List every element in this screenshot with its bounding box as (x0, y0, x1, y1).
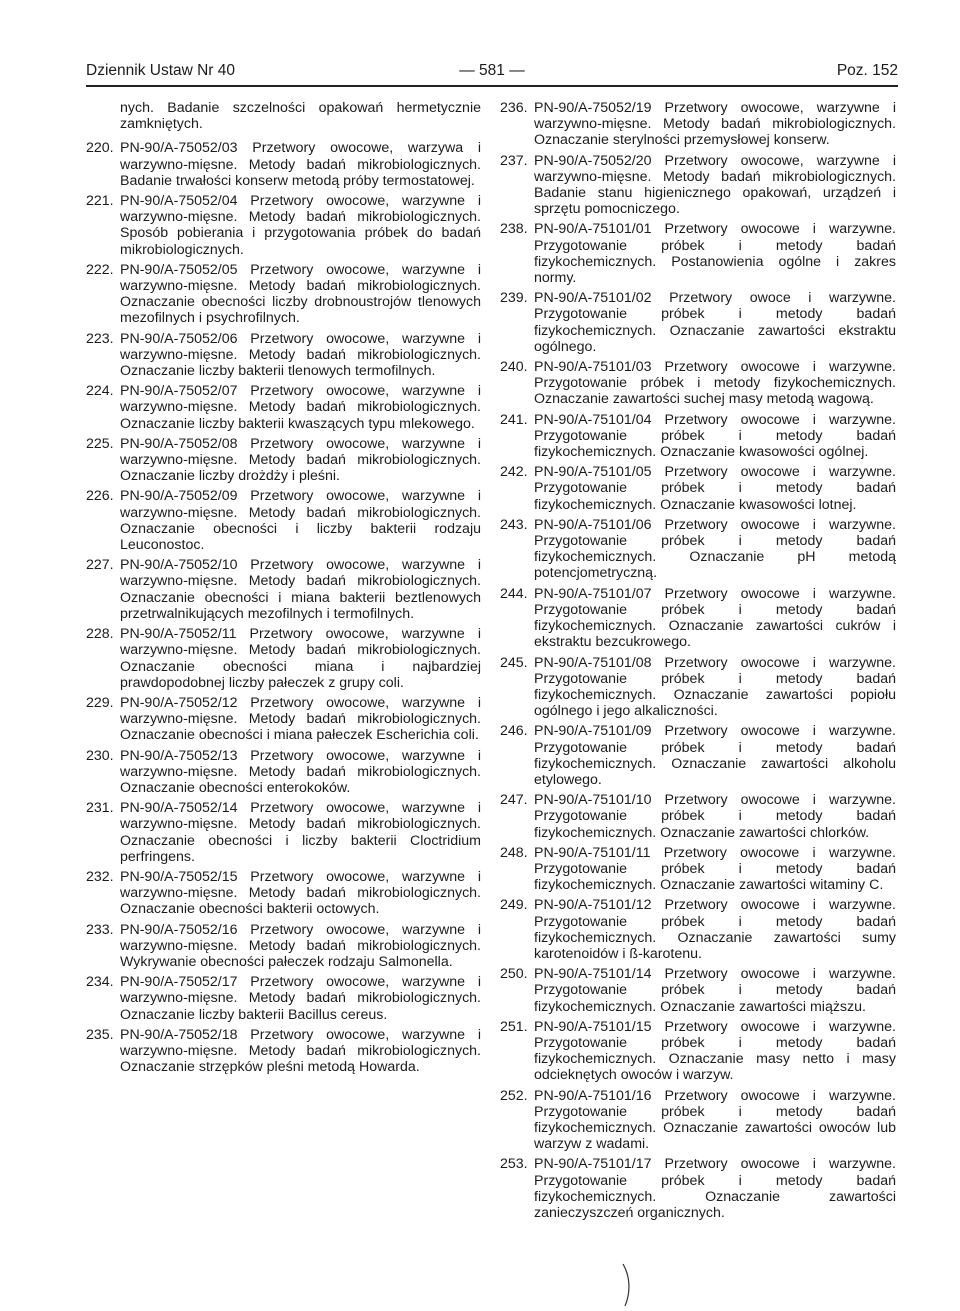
entry-text: PN-90/A-75101/17 Przetwory owocowe i warzywne. Przygotowanie próbek i metody badań fizykochemicznych. Oznaczanie zawartości zanieczyszczeń organicznych. (534, 1156, 896, 1221)
entry-text: PN-90/A-75052/20 Przetwory owocowe, warzywne i warzywno-mięsne. Metody badań mikrobiologicznych. Badanie stanu higienicznego opakowań, urządzeń i sprzętu pomocniczego. (534, 152, 896, 218)
standard-entry (86, 262, 481, 327)
entry-number: 250. (500, 966, 528, 983)
standard-entry (500, 359, 896, 408)
entry-number: 247. (500, 792, 528, 809)
entry-text: PN-90/A-75052/06 Przetwory owocowe, warzywne i warzywno-mięsne. Metody badań mikrobiologicznych. Oznaczanie liczby bakterii tlenowych termofilnych. (120, 330, 481, 380)
standard-entry (86, 331, 481, 380)
entry-number: 241. (500, 411, 528, 428)
page-header (86, 62, 898, 84)
standard-entry (86, 193, 481, 258)
entry-number: 239. (500, 290, 528, 307)
entry-number: 232. (86, 868, 114, 885)
entry-number: 243. (500, 516, 528, 533)
entry-text: PN-90/A-75101/09 Przetwory owocowe i warzywne. Przygotowanie próbek i metody badań fizykochemicznych. Oznaczanie zawartości alkoholu etylowego. (534, 723, 896, 788)
entry-text: PN-90/A-75052/05 Przetwory owocowe, warzywne i warzywno-mięsne. Metody badań mikrobiologicznych. Oznaczanie obecności liczby drobnoustrojów tlenowych mezofilnych i psychrofilnych. (120, 261, 481, 327)
entry-text: PN-90/A-75052/03 Przetwory owocowe, warzywa i warzywno-mięsne. Metody badań mikrobiologicznych. Badanie trwałości konserw metodą próby termostatowej. (120, 140, 481, 189)
entry-text: PN-90/A-75101/01 Przetwory owocowe i warzywne. Przygotowanie próbek i metody badań fizykochemicznych. Postanowienia ogólne i zakres normy. (534, 221, 896, 287)
standard-entry (86, 488, 481, 553)
entry-text: PN-90/A-75101/16 Przetwory owocowe i warzywne. Przygotowanie próbek i metody badań fizykochemicznych. Oznaczanie zawartości owoców lub warzyw z wadami. (534, 1087, 896, 1153)
entry-number: 242. (500, 464, 528, 481)
entry-text: PN-90/A-75101/05 Przetwory owocowe i warzywne. Przygotowanie próbek i metody badań fizykochemicznych. Oznaczanie kwasowości lotnej. (534, 464, 896, 513)
entry-number: 248. (500, 844, 528, 861)
standard-entry (500, 845, 896, 894)
entry-number: 245. (500, 654, 528, 671)
standard-entry (500, 655, 896, 720)
entry-number: 220. (86, 140, 114, 157)
entry-text: PN-90/A-75101/10 Przetwory owocowe i warzywne. Przygotowanie próbek i metody badań fizykochemicznych. Oznaczanie zawartości chlorków. (534, 792, 896, 841)
standard-entry (86, 869, 481, 918)
position-number: Poz. 152 (836, 62, 898, 79)
entry-text: PN-90/A-75052/10 Przetwory owocowe, warzywne i warzywno-mięsne. Metody badań mikrobiologicznych. Oznaczanie obecności i miana bakterii beztlenowych przetrwalnikujących mezofilnych i termofilnych. (120, 557, 481, 622)
entry-number: 246. (500, 723, 528, 740)
standard-entry (86, 1027, 481, 1076)
standard-entry (86, 800, 481, 865)
entry-number: 253. (500, 1156, 528, 1173)
pencil-mark (620, 1262, 634, 1308)
entry-number: 244. (500, 585, 528, 602)
entry-number: 229. (86, 694, 114, 711)
entry-text: PN-90/A-75101/04 Przetwory owocowe i warzywne. Przygotowanie próbek i metody badań fizykochemicznych. Oznaczanie kwasowości ogólnej. (534, 411, 896, 461)
standard-entry (500, 1019, 896, 1084)
entry-number: 252. (500, 1087, 528, 1104)
entry-text: PN-90/A-75052/11 Przetwory owocowe, warzywne i warzywno-mięsne. Metody badań mikrobiologicznych. Oznaczanie obecności miana i najbardziej prawdopodobnej liczby pałeczek z grupy coli. (120, 626, 481, 691)
standard-entry (500, 1088, 896, 1153)
entry-text: PN-90/A-75052/16 Przetwory owocowe, warzywne i warzywno-mięsne. Metody badań mikrobiologicznych. Wykrywanie obecności pałeczek rodzaju Salmonella. (120, 921, 481, 970)
header-rule (86, 85, 898, 87)
standard-entry (86, 695, 481, 744)
entry-text: PN-90/A-75052/19 Przetwory owocowe, warzywne i warzywno-mięsne. Metody badań mikrobiologicznych. Oznaczanie sterylności przemysłowej konserw. (534, 100, 896, 149)
page-number: — 581 — (459, 62, 525, 79)
entry-text: PN-90/A-75052/13 Przetwory owocowe, warzywne i warzywno-mięsne. Metody badań mikrobiologicznych. Oznaczanie obecności enterokoków. (120, 747, 481, 796)
standard-entry (86, 922, 481, 971)
entry-text: PN-90/A-75052/12 Przetwory owocowe, warzywne i warzywno-mięsne. Metody badań mikrobiologicznych. Oznaczanie obecności i miana pałeczek Escherichia coli. (120, 694, 481, 744)
entry-number: 237. (500, 152, 528, 169)
standard-entry (500, 153, 896, 218)
entry-text: PN-90/A-75101/02 Przetwory owoce i warzywne. Przygotowanie próbek i metody badań fizykochemicznych. Oznaczanie zawartości ekstraktu ogólnego. (534, 290, 896, 355)
standard-entry (500, 792, 896, 841)
standard-entry (500, 464, 896, 513)
continuation-text: nych. Badanie szczelności opakowań hermetycznie zamkniętych. (120, 100, 481, 133)
standard-entry (500, 517, 896, 582)
entry-text: PN-90/A-75052/17 Przetwory owocowe, warzywne i warzywno-mięsne. Metody badań mikrobiologicznych. Oznaczanie liczby bakterii Bacillus cereus. (120, 974, 481, 1023)
entry-text: PN-90/A-75101/08 Przetwory owocowe i warzywne. Przygotowanie próbek i metody badań fizykochemicznych. Oznaczanie zawartości popiołu ogólnego i jego alkaliczności. (534, 654, 896, 720)
entry-number: 227. (86, 557, 114, 574)
right-column (500, 100, 896, 1225)
standard-entry (86, 140, 481, 189)
entry-number: 236. (500, 100, 528, 116)
entry-number: 251. (500, 1018, 528, 1035)
standard-entry (500, 1156, 896, 1221)
entry-text: PN-90/A-75052/08 Przetwory owocowe, warzywne i warzywno-mięsne. Metody badań mikrobiologicznych. Oznaczanie liczby drożdży i pleśni. (120, 435, 481, 485)
entry-number: 231. (86, 800, 114, 817)
left-column (86, 100, 481, 1079)
entry-text: PN-90/A-75052/14 Przetwory owocowe, warzywne i warzywno-mięsne. Metody badań mikrobiologicznych. Oznaczanie obecności i liczby bakterii Cloctridium perfringens. (120, 800, 481, 865)
standard-entry (86, 974, 481, 1023)
standard-entry (86, 557, 481, 622)
entry-text: PN-90/A-75101/14 Przetwory owocowe i warzywne. Przygotowanie próbek i metody badań fizykochemicznych. Oznaczanie zawartości miąższu. (534, 966, 896, 1015)
standard-entry (500, 586, 896, 651)
entry-text: PN-90/A-75052/07 Przetwory owocowe, warzywne i warzywno-mięsne. Metody badań mikrobiologicznych. Oznaczanie liczby bakterii kwaszących typu mlekowego. (120, 383, 481, 432)
standard-entry (500, 100, 896, 149)
entry-number: 222. (86, 261, 114, 278)
standard-entry (500, 221, 896, 286)
entry-number: 238. (500, 221, 528, 238)
entry-text: PN-90/A-75052/18 Przetwory owocowe, warzywne i warzywno-mięsne. Metody badań mikrobiologicznych. Oznaczanie strzępków pleśni metodą Howarda. (120, 1026, 481, 1076)
standard-entry (86, 748, 481, 797)
entry-text: PN-90/A-75101/15 Przetwory owocowe i warzywne. Przygotowanie próbek i metody badań fizykochemicznych. Oznaczanie masy netto i masy odcieknętych owoców i warzyw. (534, 1018, 896, 1084)
entry-number: 221. (86, 193, 114, 210)
entry-number: 249. (500, 897, 528, 914)
entry-text: PN-90/A-75101/07 Przetwory owocowe i warzywne. Przygotowanie próbek i metody badań fizykochemicznych. Oznaczanie zawartości cukrów i ekstraktu bezcukrowego. (534, 585, 896, 651)
entry-number: 240. (500, 359, 528, 376)
standard-entry (86, 436, 481, 485)
journal-title: Dziennik Ustaw Nr 40 (86, 62, 236, 79)
standard-entry (86, 626, 481, 691)
entry-number: 230. (86, 747, 114, 764)
standard-entry (500, 897, 896, 962)
entry-number: 233. (86, 921, 114, 938)
entry-text: PN-90/A-75101/12 Przetwory owocowe i warzywne. Przygotowanie próbek i metody badań fizykochemicznych. Oznaczanie zawartości sumy karotenoidów i ß-karotenu. (534, 897, 896, 962)
standard-entry (500, 966, 896, 1015)
entry-text: PN-90/A-75052/04 Przetwory owocowe, warzywne i warzywno-mięsne. Metody badań mikrobiologicznych. Sposób pobierania i przygotowania próbek do badań mikrobiologicznych. (120, 193, 481, 258)
entry-number: 226. (86, 488, 114, 505)
entry-text: PN-90/A-75101/11 Przetwory owocowe i warzywne. Przygotowanie próbek i metody badań fizykochemicznych. Oznaczanie zawartości witaminy C. (534, 844, 896, 894)
entry-text: PN-90/A-75101/03 Przetwory owocowe i warzywne. Przygotowanie próbek i metody fizykochemicznych. Oznaczanie zawartości suchej masy metodą wagową. (534, 359, 896, 408)
entry-text: PN-90/A-75101/06 Przetwory owocowe i warzywne. Przygotowanie próbek i metody badań fizykochemicznych. Oznaczanie pH metodą potencjometryczną. (534, 516, 896, 582)
standard-entry (86, 383, 481, 432)
entry-number: 223. (86, 330, 114, 347)
standard-entry (500, 723, 896, 788)
entry-number: 228. (86, 626, 114, 643)
standard-entry (500, 290, 896, 355)
entry-number: 234. (86, 974, 114, 991)
entry-number: 225. (86, 435, 114, 452)
entry-number: 235. (86, 1026, 114, 1043)
standard-entry (500, 412, 896, 461)
entry-text: PN-90/A-75052/09 Przetwory owocowe, warzywne i warzywno-mięsne. Metody badań mikrobiologicznych. Oznaczanie obecności i liczby bakterii rodzaju Leuconostoc. (120, 488, 481, 554)
entry-number: 224. (86, 383, 114, 400)
entry-text: PN-90/A-75052/15 Przetwory owocowe, warzywne i warzywno-mięsne. Metody badań mikrobiologicznych. Oznaczanie obecności bakterii octowych. (120, 868, 481, 918)
